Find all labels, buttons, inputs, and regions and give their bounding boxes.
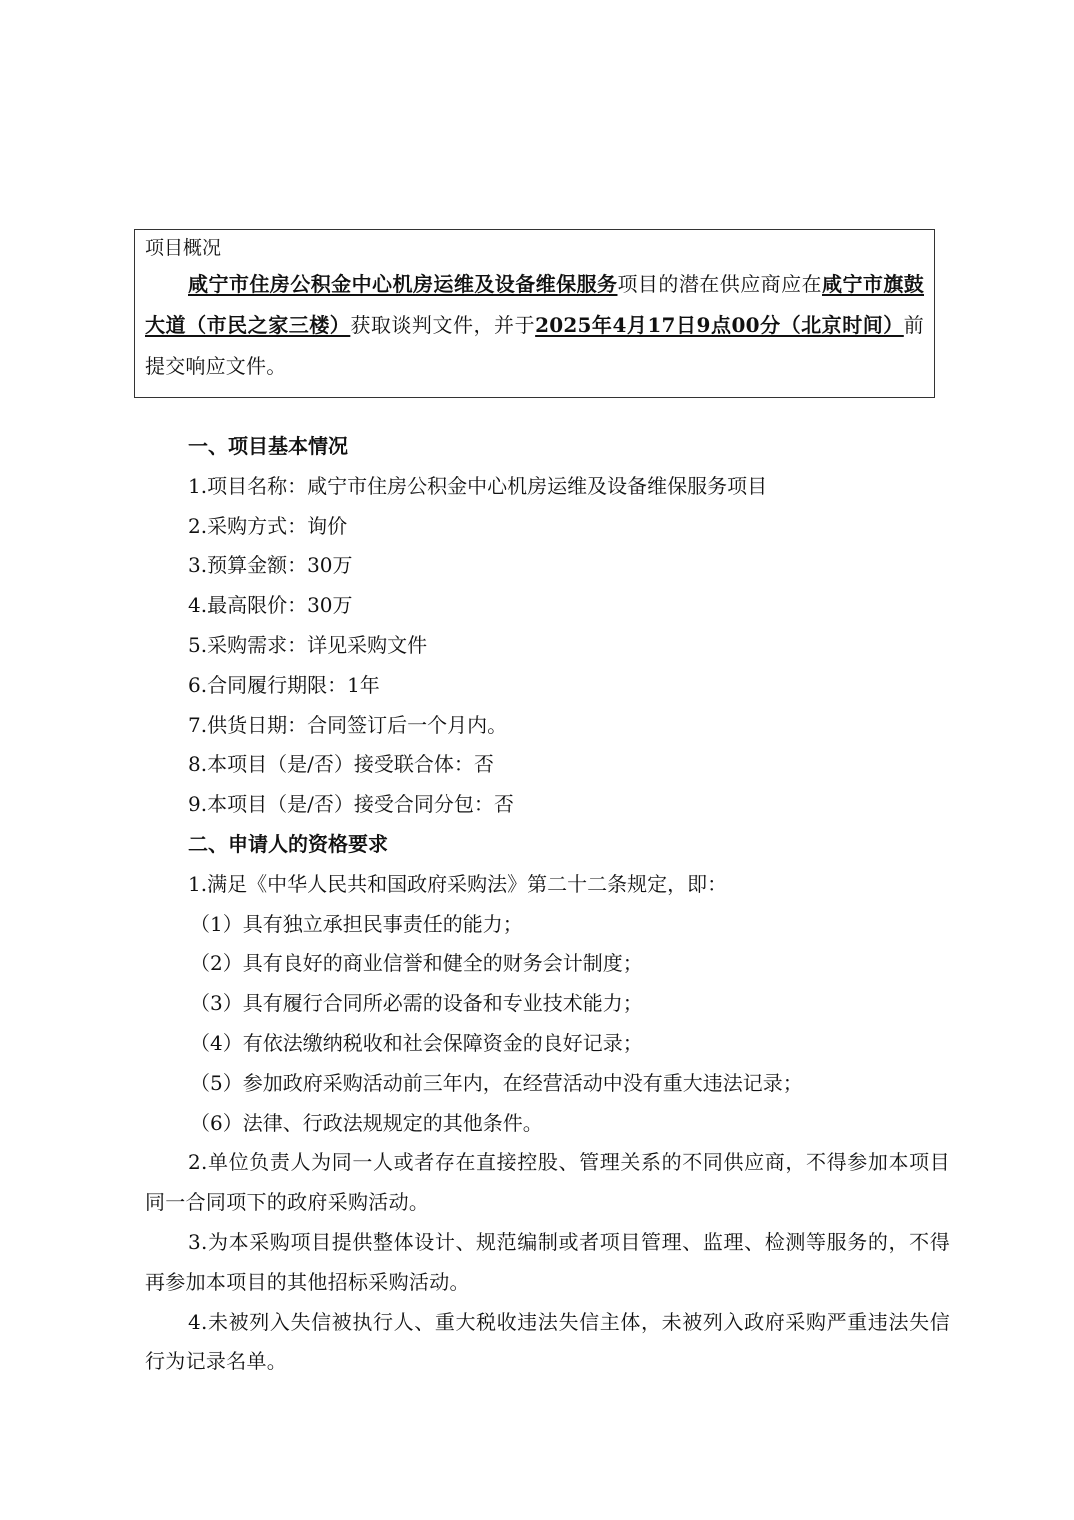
section1-item: 9.本项目（是/否）接受合同分包：否 — [188, 792, 514, 817]
overview-title: 项目概况 — [145, 237, 222, 259]
overview-text-1: 项目的潜在供应商应在 — [617, 272, 822, 296]
qualification-sub-item: （5）参加政府采购活动前三年内，在经营活动中没有重大违法记录； — [190, 1070, 803, 1095]
qualification-sub-item: （6）法律、行政法规规定的其他条件。 — [190, 1110, 543, 1135]
overview-deadline: 2025年4月17日9点00分（北京时间） — [535, 313, 904, 337]
overview-text-3: 前提交响应文件。 — [145, 313, 924, 378]
section1-item: 2.采购方式：询价 — [188, 513, 348, 538]
section2-item-2: 2.单位负责人为同一人或者存在直接控股、管理关系的不同供应商，不得参加本项目同一合同项下的政府采购活动。 — [145, 1150, 950, 1215]
section2-heading: 二、申请人的资格要求 — [188, 831, 388, 856]
section1-item: 5.采购需求：详见采购文件 — [188, 632, 428, 657]
section2-item-4: 4.未被列入失信被执行人、重大税收违法失信主体，未被列入政府采购严重违法失信行为记录名单。 — [145, 1309, 950, 1374]
document-body — [145, 427, 950, 1382]
overview-text-2: 获取谈判文件，并于 — [350, 313, 536, 337]
qualification-sub-item: （4）有依法缴纳税收和社会保障资金的良好记录； — [190, 1030, 643, 1055]
section1-item: 8.本项目（是/否）接受联合体：否 — [188, 752, 494, 777]
overview-location: 咸宁市旗鼓大道（市民之家三楼） — [145, 272, 925, 337]
overview-project-name: 咸宁市住房公积金中心机房运维及设备维保服务 — [188, 272, 618, 296]
project-overview-box — [134, 229, 935, 398]
section2-item-3: 3.为本采购项目提供整体设计、规范编制或者项目管理、监理、检测等服务的，不得再参加本项目的其他招标采购活动。 — [145, 1229, 950, 1294]
overview-paragraph — [145, 264, 924, 387]
section1-item: 1.项目名称：咸宁市住房公积金中心机房运维及设备维保服务项目 — [188, 473, 768, 498]
qualification-sub-item: （2）具有良好的商业信誉和健全的财务会计制度； — [190, 951, 643, 976]
section1-heading: 一、项目基本情况 — [188, 434, 348, 458]
section2-item-1: 1.满足《中华人民共和国政府采购法》第二十二条规定，即： — [188, 871, 728, 896]
section1-item: 7.供货日期：合同签订后一个月内。 — [188, 712, 508, 737]
qualification-sub-item: （3）具有履行合同所必需的设备和专业技术能力； — [190, 991, 643, 1016]
qualification-sub-item: （1）具有独立承担民事责任的能力； — [190, 911, 523, 936]
section1-item: 6.合同履行期限：1年 — [188, 672, 380, 697]
section1-item: 3.预算金额：30万 — [188, 553, 353, 578]
section1-item: 4.最高限价：30万 — [188, 593, 353, 618]
